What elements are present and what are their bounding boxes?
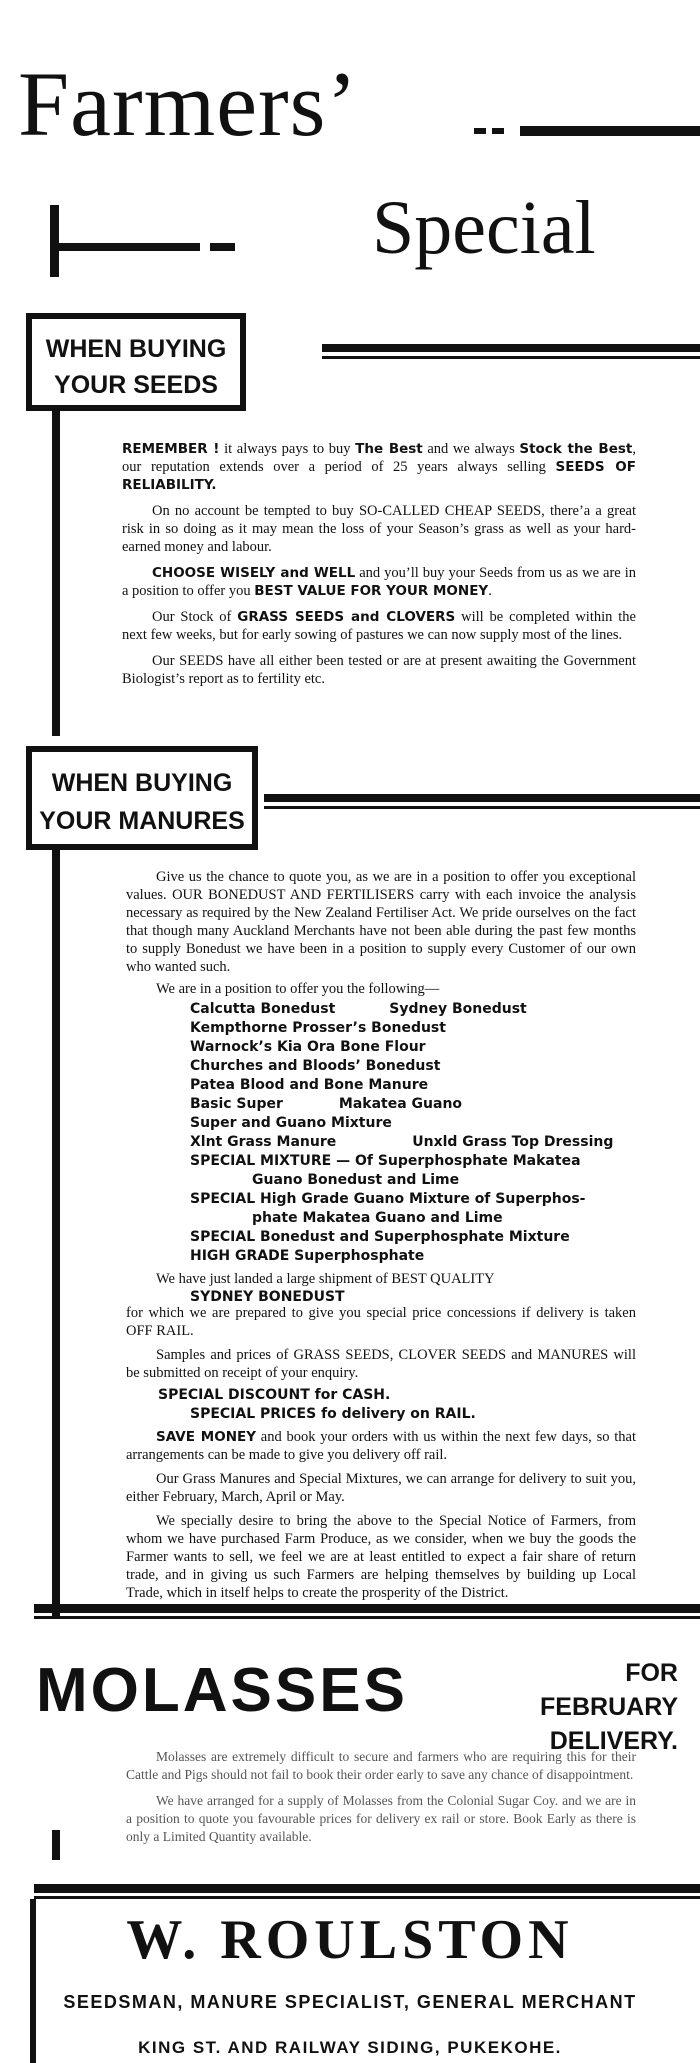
list-item: Calcutta Bonedust Sydney Bonedust bbox=[190, 1001, 527, 1017]
list-item: phate Makatea Guano and Lime bbox=[252, 1210, 503, 1226]
list-item: SPECIAL High Grade Guano Mixture of Superphos- bbox=[190, 1191, 586, 1207]
seeds-heading-line1: WHEN BUYING bbox=[45, 335, 227, 363]
molasses-sub-line1: FOR FEBRUARY bbox=[540, 1659, 678, 1721]
seeds-body bbox=[122, 440, 636, 696]
seeds-p2: On no account be tempted to buy SO-CALLED CHEAP SEEDS, there’a a great risk in so doing as it may mean the loss of your Season’s grass as well as your hard-earned money and labour. bbox=[122, 503, 636, 555]
footer-rule-thick bbox=[34, 1884, 700, 1893]
header-dash-2 bbox=[492, 128, 504, 134]
manures-list-intro: We are in a position to offer you the following— bbox=[156, 981, 440, 997]
manures-mixtures: Our Grass Manures and Special Mixtures, we can arrange for delivery to suit you, either February, March, April or May. bbox=[126, 1471, 636, 1505]
seeds-heading-line2: YOUR SEEDS bbox=[54, 371, 218, 399]
molasses-p1: Molasses are extremely difficult to secure and farmers who are requiring this for their Cattle and Pigs should not fail to book their order early to save any chance of disappointment. bbox=[126, 1749, 636, 1782]
manures-concession: for which we are prepared to give you special price concessions if delivery is taken OFF RAIL. bbox=[126, 1305, 636, 1339]
seeds-p5: Our SEEDS have all either been tested or are at present awaiting the Government Biologist’s report as to fertility etc. bbox=[122, 653, 636, 687]
list-item: Kempthorne Prosser’s Bonedust bbox=[190, 1020, 446, 1036]
molasses-title: MOLASSES bbox=[36, 1656, 408, 1725]
seeds-rule-2 bbox=[322, 356, 700, 359]
manures-body-2 bbox=[126, 1304, 636, 1610]
seeds-heading-box bbox=[26, 313, 246, 411]
molasses-vertical-rule bbox=[52, 1830, 60, 1860]
list-item: HIGH GRADE Superphosphate bbox=[190, 1248, 425, 1264]
merchant-tagline: SEEDSMAN, MANURE SPECIALIST, GENERAL MERCHANT bbox=[63, 1992, 637, 2012]
seeds-vertical-rule bbox=[52, 411, 60, 736]
list-item: Warnock’s Kia Ora Bone Flour bbox=[190, 1039, 426, 1055]
manures-body bbox=[126, 868, 636, 1307]
footer-rule-thin bbox=[34, 1896, 700, 1899]
header-rule-mid bbox=[50, 243, 200, 251]
manures-prices: SPECIAL PRICES fo delivery on RAIL. bbox=[190, 1406, 476, 1422]
manures-vertical-rule bbox=[52, 850, 60, 1618]
manures-save: SAVE MONEY and book your orders with us within the next few days, so that arrangements can be made to give you delivery off rail. bbox=[126, 1429, 636, 1463]
list-item: SPECIAL MIXTURE — Of Superphosphate Makatea bbox=[190, 1153, 581, 1169]
list-item: Guano Bonedust and Lime bbox=[252, 1172, 460, 1188]
manures-product-list bbox=[126, 1000, 636, 1266]
title-special: Special bbox=[372, 186, 596, 270]
seeds-p1: REMEMBER ! it always pays to buy The Best and we always Stock the Best, our reputation extends over a period of 25 years always selling SEEDS OF RELIABILITY. bbox=[122, 441, 636, 493]
list-item: Super and Guano Mixture bbox=[190, 1115, 392, 1131]
header-vertical-left bbox=[50, 205, 59, 277]
molasses-p2: We have arranged for a supply of Molasses from the Colonial Sugar Coy. and we are in a position to quote you favourable prices for delivery ex rail or store. Book Early as there is only a Limited Quantity available. bbox=[126, 1793, 636, 1844]
list-item: SPECIAL Bonedust and Superphosphate Mixture bbox=[190, 1229, 570, 1245]
list-item: Xlnt Grass Manure Unxld Grass Top Dressing bbox=[190, 1134, 614, 1150]
merchant-name: W. ROULSTON bbox=[126, 1909, 574, 1971]
seeds-p4: Our Stock of GRASS SEEDS and CLOVERS will be completed within the next few weeks, but for early sowing of pastures we can now supply most of the lines. bbox=[122, 609, 636, 643]
manures-heading-line1: WHEN BUYING bbox=[51, 769, 233, 797]
molasses-body bbox=[126, 1748, 636, 1854]
manures-rule-1 bbox=[264, 794, 700, 802]
manures-landed-bold: SYDNEY BONEDUST bbox=[190, 1289, 345, 1305]
seeds-rule-1 bbox=[322, 344, 700, 352]
seeds-p3: CHOOSE WISELY and WELL and you’ll buy your Seeds from us as we are in a position to offer you BEST VALUE FOR YOUR MONEY. bbox=[122, 565, 636, 599]
manures-landed: We have just landed a large shipment of BEST QUALITY bbox=[156, 1271, 495, 1287]
manures-heading-box bbox=[26, 746, 258, 850]
list-item: Patea Blood and Bone Manure bbox=[190, 1077, 429, 1093]
manures-heading-line2: YOUR MANURES bbox=[39, 807, 245, 835]
list-item: Churches and Bloods’ Bonedust bbox=[190, 1058, 441, 1074]
molasses-top-rule-thin bbox=[34, 1616, 700, 1619]
manures-samples: Samples and prices of GRASS SEEDS, CLOVER SEEDS and MANURES will be submitted on receipt of your enquiry. bbox=[126, 1347, 636, 1381]
header-rule-top bbox=[520, 126, 700, 136]
title-farmers: Farmers’ bbox=[18, 53, 359, 155]
manures-discount: SPECIAL DISCOUNT for CASH. bbox=[158, 1387, 391, 1403]
manures-notice: We specially desire to bring the above to the Special Notice of Farmers, from whom we have purchased Farm Produce, as we consider, when we buy the goods the Farmer wants to sell, we feel we are at least entitled to expect a fair share of return trade, and in giving us such Farmers are helping themselves by building up Local Trade, which in itself helps to create the prosperity of the District. bbox=[126, 1513, 636, 1601]
header-dash-1 bbox=[474, 128, 486, 134]
header-dash-3 bbox=[210, 243, 235, 251]
molasses-top-rule-thick bbox=[34, 1604, 700, 1613]
manures-rule-2 bbox=[264, 806, 700, 809]
list-item: Basic Super Makatea Guano bbox=[190, 1096, 463, 1112]
merchant-address: KING ST. AND RAILWAY SIDING, PUKEKOHE. bbox=[138, 2038, 562, 2057]
manures-intro: Give us the chance to quote you, as we are in a position to offer you exceptional values. OUR BONEDUST AND FERTILISERS carry with each invoice the analysis necessary as required by the New Zealand Fertiliser Act. We pride ourselves on the fact that though many Auckland Merchants have not been able during the past few months to supply Bonedust we have been in a position to supply every Customer of our own who wanted such. bbox=[126, 869, 636, 975]
molasses-subtitle bbox=[488, 1656, 678, 1758]
molasses-sub-line2: DELIVERY. bbox=[549, 1727, 678, 1755]
